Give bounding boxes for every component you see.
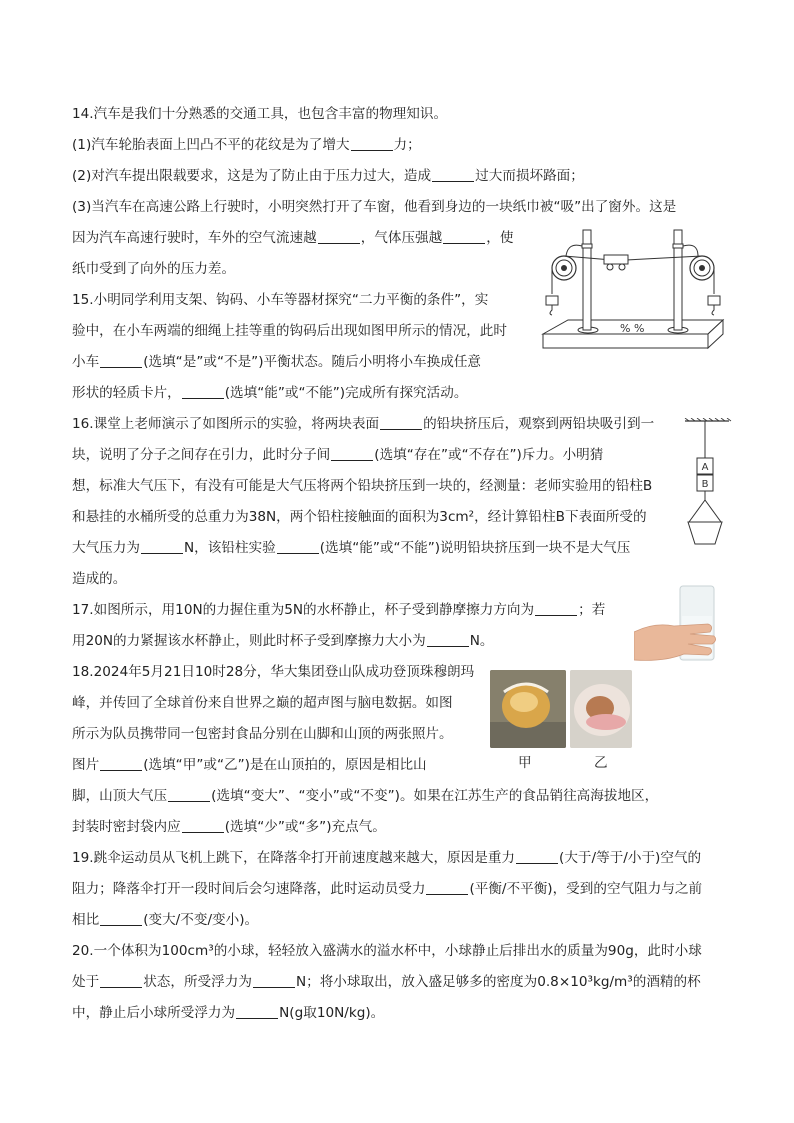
text-segment: (平衡/不平衡)，受到的空气阻力与之前 (469, 881, 703, 897)
answer-blank[interactable] (331, 446, 373, 461)
text-line (72, 507, 647, 527)
text-line (72, 445, 603, 465)
text-line (72, 786, 658, 806)
text-segment: 验中，在小车两端的细绳上挂等重的钩码后出现如图甲所示的情况，此时 (72, 323, 507, 339)
text-segment: 14.汽车是我们十分熟悉的交通工具，也包含丰富的物理知识。 (72, 106, 448, 122)
answer-blank[interactable] (182, 818, 224, 833)
text-segment: (选填“能”或“不能”)说明铅块挤压到一块不是大气压 (319, 540, 631, 556)
text-line (72, 1003, 384, 1023)
text-line (72, 166, 584, 186)
text-line (72, 383, 467, 403)
text-segment: 块，说明了分子之间存在引力，此时分子间 (72, 447, 331, 463)
hand-holding-cup-figure (634, 582, 726, 664)
text-segment: 18.2024年5月21日10时28分，华大集团登山队成功登顶珠穆朗玛 (72, 664, 475, 680)
answer-blank[interactable] (182, 384, 224, 399)
text-segment: 封装时密封袋内应 (72, 819, 181, 835)
text-line (72, 631, 493, 651)
text-line (72, 476, 652, 496)
text-segment: 19.跳伞运动员从飞机上跳下，在降落伞打开前速度越来越大，原因是重力 (72, 850, 516, 866)
text-segment: 和悬挂的水桶所受的总重力为38N，两个铅柱接触面的面积为3cm²，经计算铅柱B下表面所受的 (72, 509, 647, 525)
answer-blank[interactable] (318, 229, 360, 244)
text-segment: (选填“变大”、“变小”或“不变”)。如果在江苏生产的食品销往高海拔地区， (211, 788, 659, 804)
block-a-label: A (701, 462, 709, 473)
text-segment: (1)汽车轮胎表面上凹凸不平的花纹是为了增大 (72, 137, 350, 153)
text-segment: (选填“存在”或“不存在”)斥力。小明猜 (374, 447, 604, 463)
text-line (72, 352, 481, 372)
text-line (72, 879, 702, 899)
text-segment: (大于/等于/小于)空气的 (559, 850, 702, 866)
block-b-label: B (701, 479, 709, 490)
text-segment: 中，静止后小球所受浮力为 (72, 1005, 236, 1021)
text-segment: 纸巾受到了向外的压力差。 (72, 261, 236, 277)
text-segment: 想，标准大气压下，有没有可能是大气压将两个铅块挤压到一块的，经测量：老师实验用的铅柱B (72, 478, 653, 494)
text-line (72, 693, 453, 713)
text-line (72, 941, 702, 961)
text-segment: 15.小明同学利用支架、钩码、小车等器材探究“二力平衡的条件”，实 (72, 292, 489, 308)
text-line (72, 848, 701, 868)
text-segment: (选填“甲”或“乙”)是在山顶拍的，原因是相比山 (143, 757, 427, 773)
answer-blank[interactable] (141, 539, 183, 554)
text-line (72, 972, 701, 992)
answer-blank[interactable] (100, 353, 142, 368)
text-line (72, 104, 447, 124)
answer-blank[interactable] (516, 849, 558, 864)
answer-blank[interactable] (427, 632, 469, 647)
photo-jia-caption: 甲 (518, 755, 532, 771)
answer-blank[interactable] (351, 136, 393, 151)
answer-blank[interactable] (253, 973, 295, 988)
answer-blank[interactable] (432, 167, 474, 182)
text-segment: ；若 (578, 602, 606, 618)
answer-blank[interactable] (443, 229, 485, 244)
text-segment: (选填“是”或“不是”)平衡状态。随后小明将小车换成任意 (143, 354, 482, 370)
text-line (72, 569, 126, 589)
text-segment: N。 (469, 633, 494, 649)
photo-jia (490, 670, 566, 748)
answer-blank[interactable] (100, 973, 142, 988)
text-segment: 用20N的力紧握该水杯静止，则此时杯子受到摩擦力大小为 (72, 633, 426, 649)
text-line (72, 290, 488, 310)
text-line (72, 259, 235, 279)
text-segment: 17.如图所示，用10N的力握住重为5N的水杯静止，杯子受到静摩擦力方向为 (72, 602, 535, 618)
lead-block-figure (683, 418, 733, 558)
text-line (72, 321, 507, 341)
text-segment: N，该铅柱实验 (183, 540, 276, 556)
answer-blank[interactable] (277, 539, 319, 554)
text-segment: (选填“少”或“多”)充点气。 (224, 819, 386, 835)
answer-blank[interactable] (236, 1004, 278, 1019)
text-segment: 大气压力为 (72, 540, 140, 556)
text-segment: N(g取10N/kg)。 (279, 1005, 385, 1021)
text-segment: 造成的。 (72, 571, 127, 587)
text-segment: 的铅块挤压后，观察到两铅块吸引到一 (423, 416, 655, 432)
text-segment: 力； (393, 137, 421, 153)
text-segment: 相比 (72, 912, 100, 928)
text-segment: 状态，所受浮力为 (143, 974, 252, 990)
text-line (72, 817, 386, 837)
text-segment: (3)当汽车在高速公路上行驶时，小明突然打开了车窗，他看到身边的一块纸巾被“吸”出了窗外。这是 (72, 199, 677, 215)
svg-text:% %: % % (620, 322, 645, 335)
text-segment: 脚，山顶大气压 (72, 788, 168, 804)
text-line (72, 910, 258, 930)
text-segment: 形状的轻质卡片， (72, 385, 181, 401)
text-line (72, 662, 474, 682)
answer-blank[interactable] (426, 880, 468, 895)
text-line (72, 755, 427, 775)
answer-blank[interactable] (100, 911, 142, 926)
text-line (72, 197, 676, 217)
balance-apparatus-figure (538, 222, 728, 360)
text-line (72, 724, 453, 744)
text-segment: 峰，并传回了全球首份来自世界之巅的超声图与脑电数据。如图 (72, 695, 453, 711)
answer-blank[interactable] (535, 601, 577, 616)
text-segment: 16.课堂上老师演示了如图所示的实验，将两块表面 (72, 416, 380, 432)
text-segment: 20.一个体积为100cm³的小球，轻轻放入盛满水的溢水杯中，小球静止后排出水的质量为90g，此时小球 (72, 943, 702, 959)
text-line (72, 228, 513, 248)
text-segment: 处于 (72, 974, 100, 990)
text-segment: 小车 (72, 354, 100, 370)
text-line (72, 600, 605, 620)
text-segment: N；将小球取出，放入盛足够多的密度为0.8×10³kg/m³的酒精的杯 (295, 974, 701, 990)
text-segment: ，气体压强越 (360, 230, 443, 246)
photo-yi-caption: 乙 (594, 755, 608, 771)
text-segment: 过大而损坏路面； (475, 168, 584, 184)
text-segment: 图片 (72, 757, 100, 773)
text-segment: (2)对汽车提出限载要求，这是为了防止由于压力过大，造成 (72, 168, 432, 184)
answer-blank[interactable] (380, 415, 422, 430)
text-segment: ，使 (486, 230, 514, 246)
text-segment: (变大/不变/变小)。 (143, 912, 259, 928)
answer-blank[interactable] (100, 756, 142, 771)
text-line (72, 414, 654, 434)
text-segment: 所示为队员携带同一包密封食品分别在山脚和山顶的两张照片。 (72, 726, 453, 742)
answer-blank[interactable] (168, 787, 210, 802)
text-segment: (选填“能”或“不能”)完成所有探究活动。 (224, 385, 468, 401)
photo-yi (570, 670, 632, 748)
text-line (72, 135, 421, 155)
text-segment: 阻力；降落伞打开一段时间后会匀速降落，此时运动员受力 (72, 881, 426, 897)
text-line (72, 538, 630, 558)
text-segment: 因为汽车高速行驶时，车外的空气流速越 (72, 230, 317, 246)
